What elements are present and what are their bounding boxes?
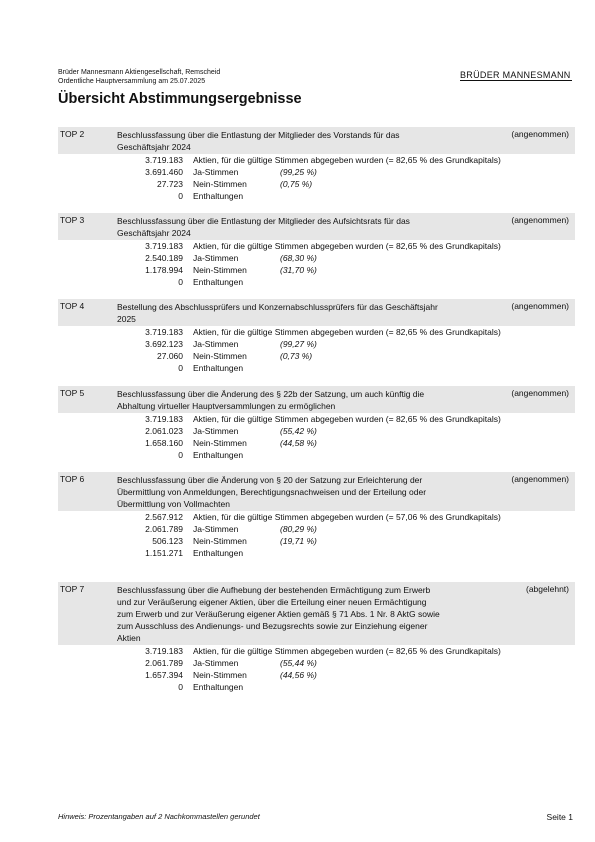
- abstentions-label: Enthaltungen: [193, 277, 244, 287]
- agenda-item-top5: [58, 386, 575, 461]
- no-votes-count: 27.060: [157, 351, 183, 361]
- no-votes-count: 506.123: [152, 536, 183, 546]
- valid-votes-row: [58, 645, 575, 657]
- valid-votes-count: 3.719.183: [145, 241, 183, 251]
- agenda-item-top4: [58, 299, 575, 374]
- yes-votes-count: 2.061.789: [145, 524, 183, 534]
- agenda-item-number: TOP 4: [60, 301, 85, 311]
- valid-votes-count: 3.719.183: [145, 414, 183, 424]
- company-logo: [460, 67, 574, 83]
- yes-votes-label: Ja-Stimmen: [193, 524, 239, 534]
- abstentions-count: 0: [178, 682, 183, 692]
- valid-votes-label: Aktien, für die gültige Stimmen abgegeben wurden (= 82,65 % des Grundkapitals): [193, 155, 501, 165]
- yes-votes-percent: (99,25 %): [280, 167, 317, 177]
- yes-votes-percent: (55,42 %): [280, 426, 317, 436]
- valid-votes-label: Aktien, für die gültige Stimmen abgegeben wurden (= 82,65 % des Grundkapitals): [193, 414, 501, 424]
- yes-votes-count: 3.692.123: [145, 339, 183, 349]
- valid-votes-row: [58, 154, 575, 166]
- result-status: (angenommen): [511, 388, 569, 398]
- yes-votes-count: 3.691.460: [145, 167, 183, 177]
- yes-votes-count: 2.061.023: [145, 426, 183, 436]
- abstentions-label: Enthaltungen: [193, 682, 244, 692]
- agenda-item-header: [58, 472, 575, 511]
- no-votes-label: Nein-Stimmen: [193, 670, 247, 680]
- valid-votes-row: [58, 413, 575, 425]
- agenda-item-top6: [58, 472, 575, 559]
- no-votes-percent: (0,73 %): [280, 351, 313, 361]
- no-votes-label: Nein-Stimmen: [193, 265, 247, 275]
- valid-votes-row: [58, 326, 575, 338]
- valid-votes-count: 3.719.183: [145, 155, 183, 165]
- result-status: (angenommen): [511, 215, 569, 225]
- abstentions-count: 0: [178, 363, 183, 373]
- agenda-item-title: Beschlussfassung über die Entlastung der Mitglieder des Vorstands für das Geschäftsjahr 2024: [117, 130, 400, 152]
- agenda-item-title: Beschlussfassung über die Änderung des § 22b der Satzung, um auch künftig die Abhaltung virtueller Hauptversammlungen zu ermöglichen: [117, 389, 425, 411]
- abstentions-count: 0: [178, 277, 183, 287]
- no-votes-percent: (44,56 %): [280, 670, 317, 680]
- no-votes-count: 1.658.160: [145, 438, 183, 448]
- yes-votes-row: [58, 523, 575, 535]
- valid-votes-label: Aktien, für die gültige Stimmen abgegeben wurden (= 82,65 % des Grundkapitals): [193, 327, 501, 337]
- abstentions-label: Enthaltungen: [193, 450, 244, 460]
- agenda-item-top7: [58, 582, 575, 693]
- agenda-item-number: TOP 2: [60, 129, 85, 139]
- yes-votes-count: 2.540.189: [145, 253, 183, 263]
- no-votes-label: Nein-Stimmen: [193, 351, 247, 361]
- yes-votes-label: Ja-Stimmen: [193, 426, 239, 436]
- yes-votes-row: [58, 338, 575, 350]
- no-votes-percent: (44,58 %): [280, 438, 317, 448]
- no-votes-row: [58, 178, 575, 190]
- result-status: (angenommen): [511, 129, 569, 139]
- footnote: Hinweis: Prozentangaben auf 2 Nachkommastellen gerundet: [58, 812, 260, 821]
- abstentions-count: 1.151.271: [145, 548, 183, 558]
- no-votes-row: [58, 264, 575, 276]
- no-votes-label: Nein-Stimmen: [193, 536, 247, 546]
- result-status: (abgelehnt): [525, 584, 569, 594]
- valid-votes-label: Aktien, für die gültige Stimmen abgegeben wurden (= 82,65 % des Grundkapitals): [193, 241, 501, 251]
- valid-votes-label: Aktien, für die gültige Stimmen abgegeben wurden (= 82,65 % des Grundkapitals): [193, 646, 501, 656]
- agenda-item-title: Bestellung des Abschlussprüfers und Konzernabschlussprüfers für das Geschäftsjahr 2025: [117, 302, 438, 324]
- no-votes-count: 27.723: [157, 179, 183, 189]
- agenda-item-number: TOP 7: [60, 584, 85, 594]
- yes-votes-percent: (80,29 %): [280, 524, 317, 534]
- valid-votes-row: [58, 511, 575, 523]
- abstentions-row: [58, 190, 575, 202]
- page-title: Übersicht Abstimmungsergebnisse: [58, 91, 302, 107]
- yes-votes-row: [58, 425, 575, 437]
- valid-votes-count: 3.719.183: [145, 646, 183, 656]
- yes-votes-row: [58, 252, 575, 264]
- valid-votes-count: 2.567.912: [145, 512, 183, 522]
- yes-votes-row: [58, 657, 575, 669]
- agenda-item-header: [58, 127, 575, 154]
- abstentions-row: [58, 362, 575, 374]
- agenda-item-title: Beschlussfassung über die Aufhebung der bestehenden Ermächtigung zum Erwerb und zur Veräußerung eigener Aktien, über die Erteilung einer neuen Ermächtigung zum Erwerb und zur Veräußerung eigener Aktien gemäß § 71 Abs. 1 Nr. 8 AktG sowie zum Ausschluss des Andienungs- und Bezugsrechts sowie zur Einziehung eigener Aktien: [117, 585, 440, 643]
- no-votes-percent: (0,75 %): [280, 179, 313, 189]
- agenda-item-header: [58, 299, 575, 326]
- no-votes-count: 1.178.994: [145, 265, 183, 275]
- abstentions-label: Enthaltungen: [193, 548, 244, 558]
- logo-underline: [460, 80, 572, 81]
- abstentions-row: [58, 681, 575, 693]
- agenda-item-top2: [58, 127, 575, 202]
- agenda-item-top3: [58, 213, 575, 288]
- agenda-item-header: [58, 582, 575, 645]
- yes-votes-label: Ja-Stimmen: [193, 339, 239, 349]
- yes-votes-percent: (55,44 %): [280, 658, 317, 668]
- yes-votes-label: Ja-Stimmen: [193, 167, 239, 177]
- yes-votes-label: Ja-Stimmen: [193, 253, 239, 263]
- abstentions-row: [58, 547, 575, 559]
- no-votes-count: 1.657.394: [145, 670, 183, 680]
- document-header: [58, 68, 220, 86]
- no-votes-label: Nein-Stimmen: [193, 438, 247, 448]
- abstentions-row: [58, 276, 575, 288]
- result-status: (angenommen): [511, 474, 569, 484]
- logo-text: BRÜDER MANNESMANN: [460, 70, 571, 80]
- yes-votes-count: 2.061.789: [145, 658, 183, 668]
- valid-votes-label: Aktien, für die gültige Stimmen abgegeben wurden (= 57,06 % des Grundkapitals): [193, 512, 501, 522]
- no-votes-row: [58, 535, 575, 547]
- agenda-item-header: [58, 213, 575, 240]
- yes-votes-row: [58, 166, 575, 178]
- no-votes-row: [58, 350, 575, 362]
- no-votes-label: Nein-Stimmen: [193, 179, 247, 189]
- valid-votes-row: [58, 240, 575, 252]
- abstentions-row: [58, 449, 575, 461]
- result-status: (angenommen): [511, 301, 569, 311]
- page-number: Seite 1: [546, 812, 573, 822]
- company-line: Brüder Mannesmann Aktiengesellschaft, Remscheid: [58, 69, 221, 76]
- yes-votes-label: Ja-Stimmen: [193, 658, 239, 668]
- abstentions-count: 0: [178, 191, 183, 201]
- no-votes-row: [58, 669, 575, 681]
- agenda-item-header: [58, 386, 575, 413]
- valid-votes-count: 3.719.183: [145, 327, 183, 337]
- no-votes-row: [58, 437, 575, 449]
- abstentions-label: Enthaltungen: [193, 363, 244, 373]
- yes-votes-percent: (68,30 %): [280, 253, 317, 263]
- agenda-item-number: TOP 6: [60, 474, 85, 484]
- no-votes-percent: (19,71 %): [280, 536, 317, 546]
- agenda-item-number: TOP 5: [60, 388, 85, 398]
- meeting-line: Ordentliche Hauptversammlung am 25.07.2025: [58, 78, 206, 85]
- no-votes-percent: (31,70 %): [280, 265, 317, 275]
- yes-votes-percent: (99,27 %): [280, 339, 317, 349]
- agenda-item-number: TOP 3: [60, 215, 85, 225]
- abstentions-label: Enthaltungen: [193, 191, 244, 201]
- abstentions-count: 0: [178, 450, 183, 460]
- agenda-item-title: Beschlussfassung über die Änderung von § 20 der Satzung zur Erleichterung der Übermittlung von Anmeldungen, Berechtigungsnachweisen und der Erteilung oder Übermittlung von Vollmachten: [117, 475, 427, 509]
- agenda-item-title: Beschlussfassung über die Entlastung der Mitglieder des Aufsichtsrats für das Geschäftsjahr 2024: [117, 216, 410, 238]
